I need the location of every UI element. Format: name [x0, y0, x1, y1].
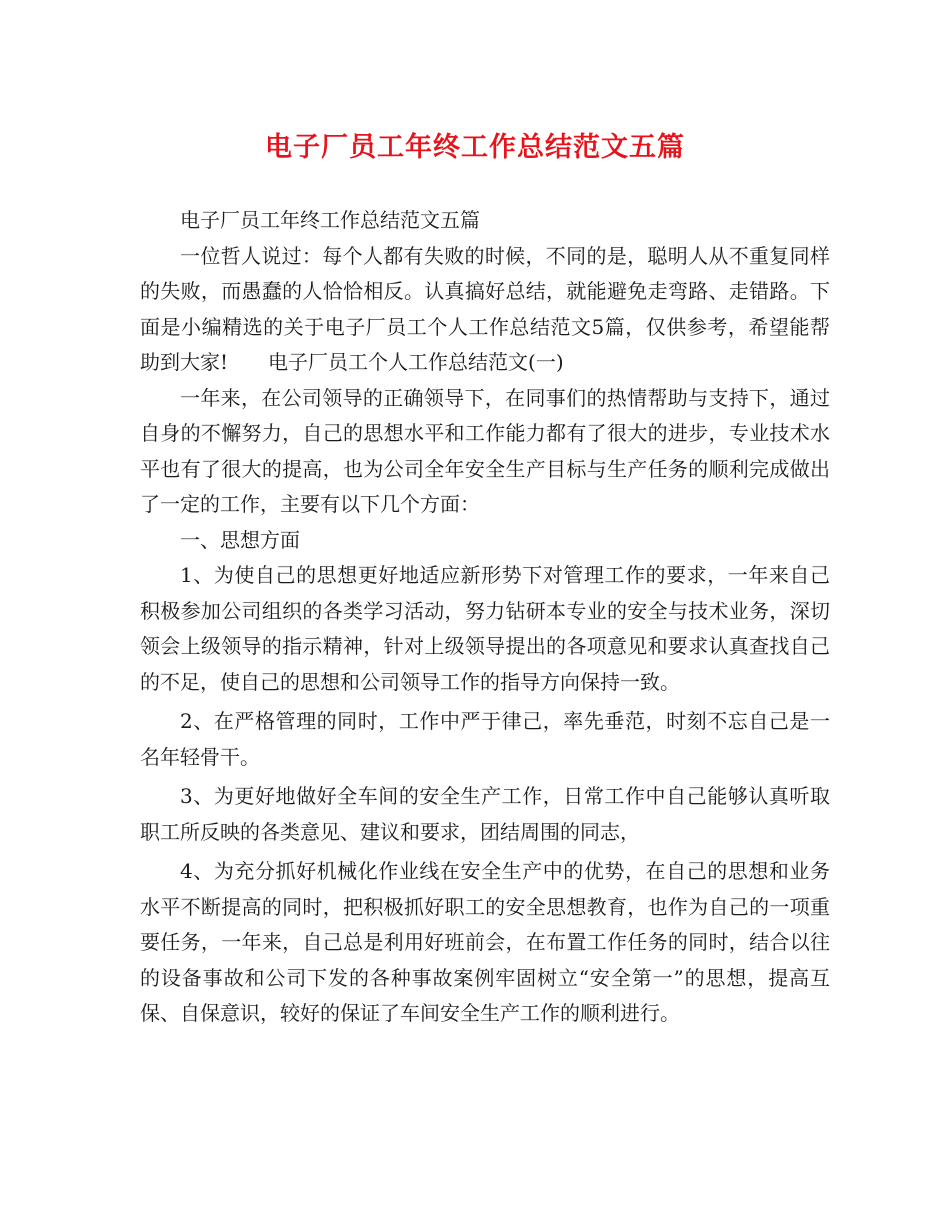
section-heading-thought: 一、思想方面: [180, 527, 300, 552]
document-title: 电子厂员工年终工作总结范文五篇: [265, 132, 685, 163]
body-paragraph-intro: 一位哲人说过：每个人都有失败的时候，不同的是，聪明人从不重复同样的失败，而愚蠢的人恰恰相反。认真搞好总结，就能避免走弯路、走错路。下面是小编精选的关于电子厂员工个人工作总结范文5篇，仅供参考，希望能帮助到大家! 电子厂员工个人工作总结范文(一): [140, 243, 830, 374]
body-paragraph-item-4: 4、为充分抓好机械化作业线在安全生产中的优势，在自己的思想和业务水平不断提高的同时，把积极抓好职工的安全思想教育，也作为自己的一项重要任务，一年来，自己总是利用好班前会，在布置工作任务的同时，结合以往的设备事故和公司下发的各种事故案例牢固树立“安全第一”的思想，提高互保、自保意识，较好的保证了车间安全生产工作的顺利进行。: [140, 859, 830, 1025]
body-paragraph-item-1: 1、为使自己的思想更好地适应新形势下对管理工作的要求，一年来自己积极参加公司组织的各类学习活动，努力钻研本专业的安全与技术业务，深切领会上级领导的指示精神，针对上级领导提出的各项意见和要求认真查找自己的不足，使自己的思想和公司领导工作的指导方向保持一致。: [140, 563, 830, 694]
body-paragraph-subtitle: 电子厂员工年终工作总结范文五篇: [180, 208, 480, 232]
document-body: [140, 203, 830, 1032]
body-paragraph-overview: 一年来，在公司领导的正确领导下，在同事们的热情帮助与支持下，通过自身的不懈努力，自己的思想水平和工作能力都有了很大的进步，专业技术水平也有了很大的提高，也为公司全年安全生产目标与生产任务的顺利完成做出了一定的工作，主要有以下几个方面：: [140, 385, 830, 516]
body-paragraph-item-2: 2、在严格管理的同时，工作中严于律己，率先垂范，时刻不忘自己是一名年轻骨干。: [140, 709, 830, 769]
body-paragraph-item-3: 3、为更好地做好全车间的安全生产工作，日常工作中自己能够认真听取职工所反映的各类意见、建议和要求，团结周围的同志，: [140, 784, 830, 844]
